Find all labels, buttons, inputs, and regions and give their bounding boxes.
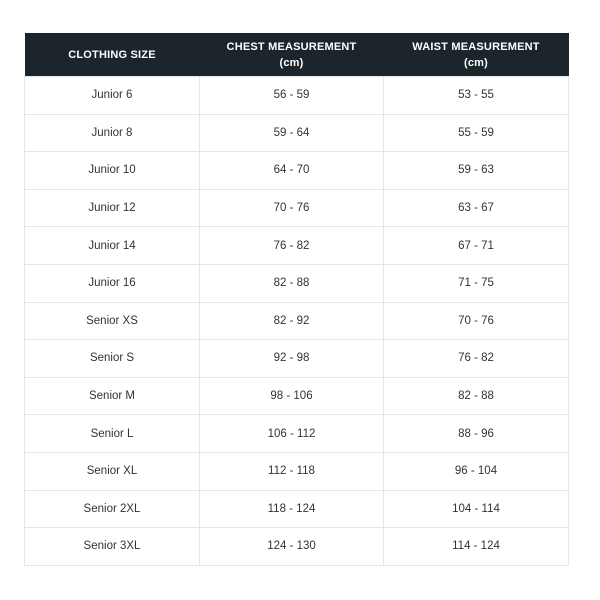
chest-cell: 98 - 106 xyxy=(200,377,384,415)
size-cell: Senior XL xyxy=(25,452,200,490)
table-row xyxy=(25,189,569,227)
waist-cell: 76 - 82 xyxy=(384,340,569,378)
waist-cell: 104 - 114 xyxy=(384,490,569,528)
waist-cell: 59 - 63 xyxy=(384,152,569,190)
table-row xyxy=(25,114,569,152)
header-chest-measurement xyxy=(200,33,384,77)
chest-cell: 70 - 76 xyxy=(200,189,384,227)
waist-cell: 63 - 67 xyxy=(384,189,569,227)
header-row xyxy=(25,33,569,77)
size-cell: Junior 10 xyxy=(25,152,200,190)
waist-cell: 96 - 104 xyxy=(384,452,569,490)
size-cell: Senior S xyxy=(25,340,200,378)
waist-cell: 55 - 59 xyxy=(384,114,569,152)
waist-cell: 53 - 55 xyxy=(384,77,569,115)
table-body xyxy=(25,77,569,566)
table-header xyxy=(25,33,569,77)
size-cell: Senior XS xyxy=(25,302,200,340)
size-cell: Senior 2XL xyxy=(25,490,200,528)
chest-cell: 56 - 59 xyxy=(200,77,384,115)
waist-cell: 82 - 88 xyxy=(384,377,569,415)
size-cell: Senior L xyxy=(25,415,200,453)
table-row xyxy=(25,452,569,490)
table-row xyxy=(25,227,569,265)
header-chest-unit: (cm) xyxy=(279,56,304,69)
table-row xyxy=(25,377,569,415)
size-chart-table xyxy=(24,33,569,566)
size-cell: Junior 6 xyxy=(25,77,200,115)
chest-cell: 124 - 130 xyxy=(200,528,384,566)
header-waist-unit: (cm) xyxy=(463,56,489,69)
chest-cell: 92 - 98 xyxy=(200,340,384,378)
table-row xyxy=(25,302,569,340)
chest-cell: 106 - 112 xyxy=(200,415,384,453)
header-clothing-size-label: CLOTHING SIZE xyxy=(68,48,156,61)
header-chest-label: CHEST MEASUREMENT xyxy=(226,40,357,53)
size-cell: Junior 8 xyxy=(25,114,200,152)
chest-cell: 82 - 92 xyxy=(200,302,384,340)
chest-cell: 112 - 118 xyxy=(200,452,384,490)
table-row xyxy=(25,528,569,566)
table-row xyxy=(25,152,569,190)
chest-cell: 82 - 88 xyxy=(200,264,384,302)
size-cell: Senior 3XL xyxy=(25,528,200,566)
waist-cell: 67 - 71 xyxy=(384,227,569,265)
size-cell: Junior 12 xyxy=(25,189,200,227)
table-row xyxy=(25,264,569,302)
table-row xyxy=(25,77,569,115)
size-cell: Junior 14 xyxy=(25,227,200,265)
size-cell: Senior M xyxy=(25,377,200,415)
waist-cell: 114 - 124 xyxy=(384,528,569,566)
chest-cell: 118 - 124 xyxy=(200,490,384,528)
table-row xyxy=(25,490,569,528)
table-row xyxy=(25,415,569,453)
header-waist-label: WAIST MEASUREMENT xyxy=(412,40,540,53)
waist-cell: 70 - 76 xyxy=(384,302,569,340)
chest-cell: 76 - 82 xyxy=(200,227,384,265)
chest-cell: 64 - 70 xyxy=(200,152,384,190)
header-clothing-size xyxy=(25,33,200,77)
size-cell: Junior 16 xyxy=(25,264,200,302)
waist-cell: 71 - 75 xyxy=(384,264,569,302)
chest-cell: 59 - 64 xyxy=(200,114,384,152)
table-row xyxy=(25,340,569,378)
header-waist-measurement xyxy=(384,33,569,77)
waist-cell: 88 - 96 xyxy=(384,415,569,453)
